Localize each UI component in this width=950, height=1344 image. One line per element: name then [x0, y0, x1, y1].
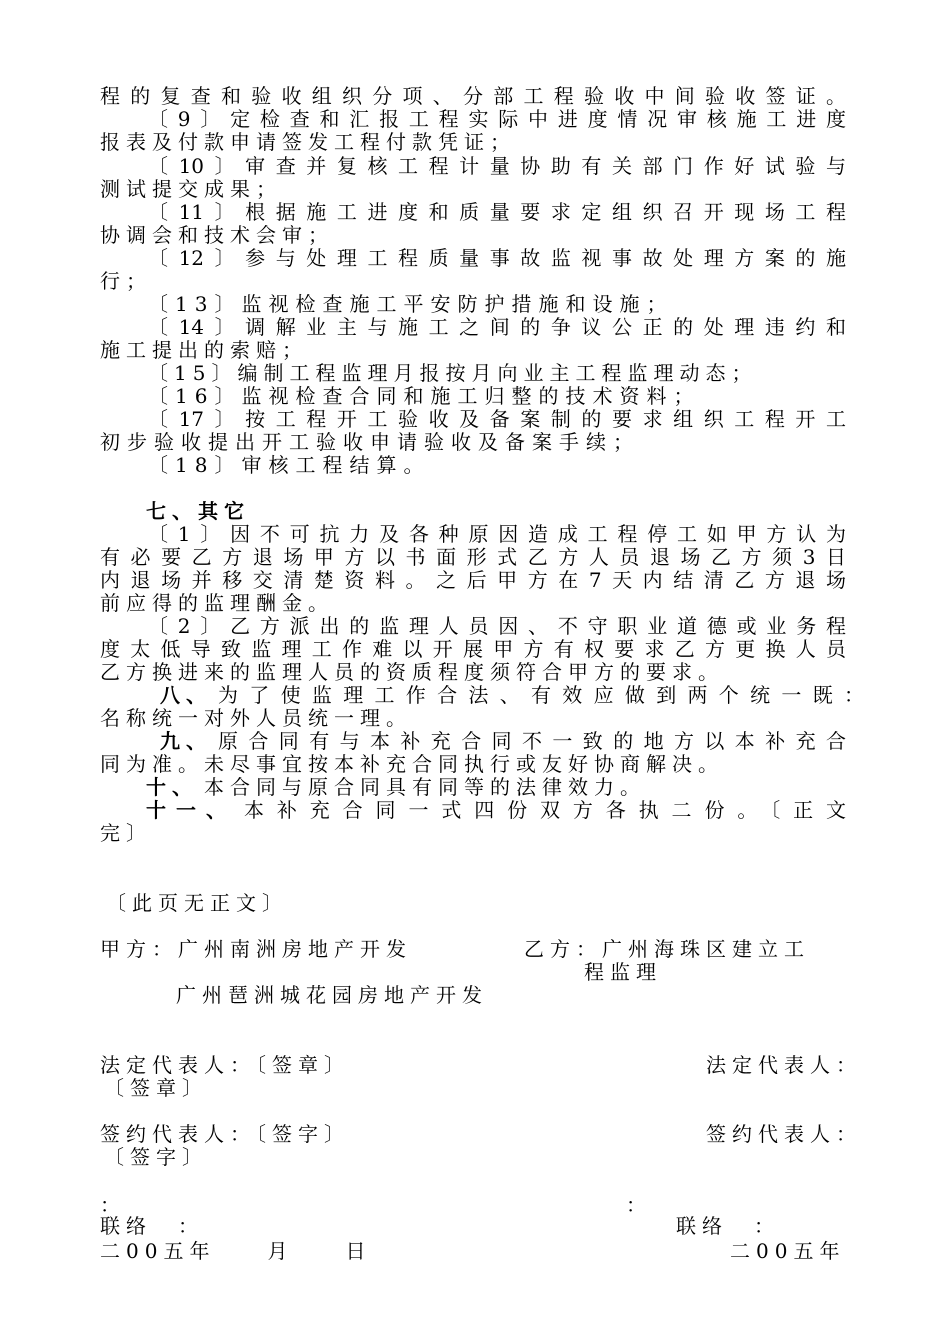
body-line: 有必要乙方退场甲方以书面形式乙方人员退场乙方须3日 — [100, 545, 846, 569]
body-line: 〔2〕乙方派出的监理人员因、不守职业道德或业务程 — [148, 614, 846, 638]
colon-a: ： — [100, 1193, 126, 1217]
date-a: 二00五年 月 日 — [100, 1239, 372, 1263]
body-line: 乙方换进来的监理人员的资质程度须符合甲方的要求。 — [100, 660, 724, 684]
body-line: 度太低导致监理工作难以开展甲方有权要求乙方更换人员 — [100, 637, 846, 661]
section-number: 十、 — [146, 775, 198, 799]
body-line: 同为准。未尽事宜按本补充合同执行或友好协商解决。 — [100, 752, 724, 776]
body-line: 施工提出的索赔； — [100, 338, 308, 362]
body-line: 原合同有与本补充合同不一致的地方以本补充合 — [218, 729, 846, 753]
party-b-label: 乙方：广州海珠区建立工 — [524, 937, 810, 961]
colon-b: ： — [626, 1193, 652, 1217]
sign-rep-a: 签约代表人：〔签字〕 — [100, 1122, 350, 1146]
body-line: 名称统一对外人员统一理。 — [100, 706, 412, 730]
body-line: 行； — [100, 269, 152, 293]
body-line: 完〕 — [100, 821, 152, 845]
legal-rep-b-seal: 〔签章〕 — [104, 1076, 208, 1100]
body-line: 〔16〕监视检查合同和施工归整的技术资料； — [148, 384, 701, 408]
party-a-line2: 广州琶洲城花园房地产开发 — [176, 983, 488, 1007]
body-line: 程的复查和验收组织分项、分部工程验收中间验收签证。 — [100, 84, 846, 108]
legal-rep-b: 法定代表人： — [706, 1053, 862, 1077]
section-number: 八、 — [160, 683, 212, 707]
body-line: 〔13〕监视检查施工平安防护措施和设施； — [148, 292, 674, 316]
contact-a: 联络 ： — [100, 1214, 204, 1238]
section-number: 九、 — [160, 729, 212, 753]
contact-b: 联络 ： — [676, 1214, 780, 1238]
legal-rep-a: 法定代表人：〔签章〕 — [100, 1053, 350, 1077]
section-number: 十一、 — [146, 798, 236, 822]
body-line: 初步验收提出开工验收申请验收及备案手续； — [100, 430, 640, 454]
body-line: 〔15〕编制工程监理月报按月向业主工程监理动态； — [148, 361, 758, 385]
body-line: 〔1〕因不可抗力及各种原因造成工程停工如甲方认为 — [148, 522, 846, 546]
body-line: 本补充合同一式四份双方各执二份。〔正文 — [244, 798, 846, 822]
body-line: 本合同与原合同具有同等的法律效力。 — [204, 775, 646, 799]
sign-rep-b-sig: 〔签字〕 — [104, 1145, 208, 1169]
body-line: 〔12〕参与处理工程质量事故监视事故处理方案的施 — [148, 246, 846, 270]
body-line: 报表及付款申请签发工程付款凭证； — [100, 130, 516, 154]
body-line: 测试提交成果； — [100, 177, 282, 201]
body-line: 协调会和技术会审； — [100, 223, 334, 247]
body-line: 〔9〕定检查和汇报工程实际中进度情况审核施工进度 — [148, 107, 846, 131]
body-line: 〔18〕审核工程结算。 — [148, 453, 431, 477]
party-a-label: 甲方：广州南洲房地产开发 — [100, 937, 412, 961]
party-b-line2: 程监理 — [584, 960, 662, 984]
body-line: 前应得的监理酬金。 — [100, 591, 334, 615]
body-line: 〔14〕调解业主与施工之间的争议公正的处理违约和 — [148, 315, 846, 339]
body-line: 内退场并移交清楚资料。之后甲方在7天内结清乙方退场 — [100, 568, 846, 592]
body-line: 〔10〕审查并复核工程计量协助有关部门作好试验与 — [148, 154, 846, 178]
no-text-note: 〔此页无正文〕 — [106, 891, 288, 915]
body-line: 〔17〕按工程开工验收及备案制的要求组织工程开工 — [148, 407, 846, 431]
body-line: 为了使监理工作合法、有效应做到两个统一既： — [218, 683, 864, 707]
section-heading: 七、其它 — [146, 499, 250, 523]
date-b: 二00五年 — [730, 1239, 846, 1263]
body-line: 〔11〕根据施工进度和质量要求定组织召开现场工程 — [148, 200, 846, 224]
sign-rep-b: 签约代表人： — [706, 1122, 862, 1146]
